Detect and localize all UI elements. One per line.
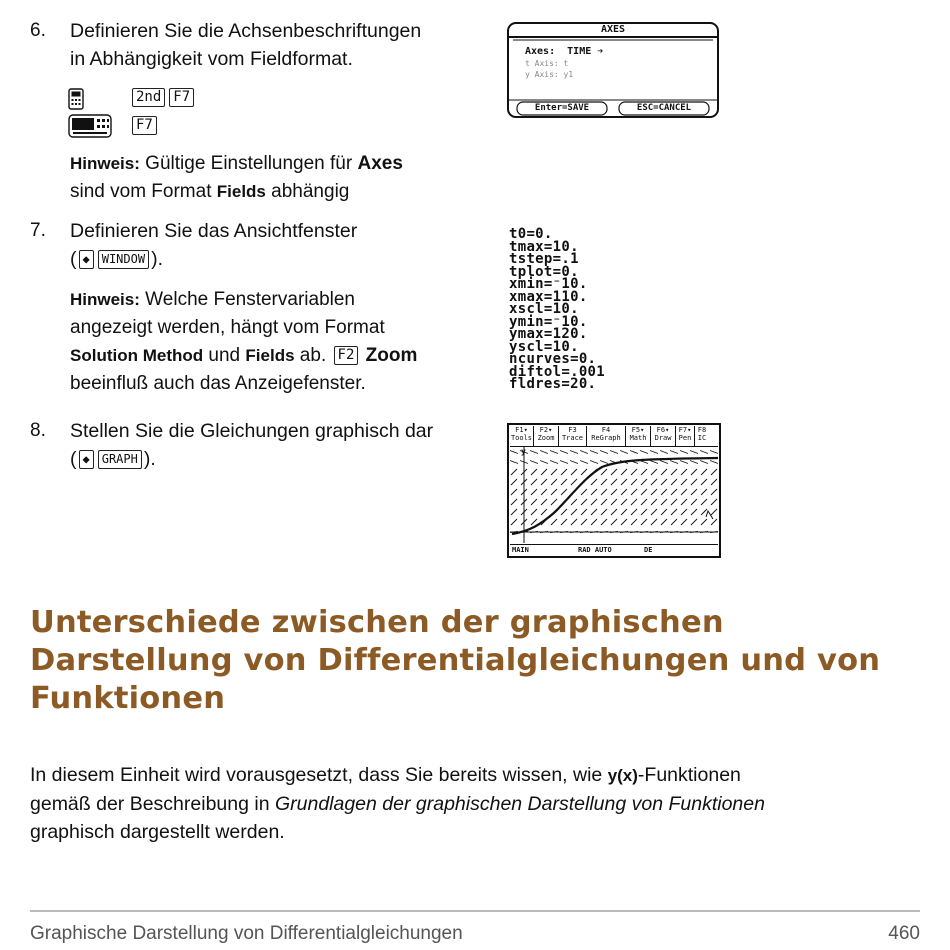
- heading-line: Unterschiede zwischen der graphischen: [30, 605, 724, 640]
- window-var: xmax=110.: [509, 288, 588, 305]
- slope-segment: [551, 469, 557, 475]
- slope-segment: [671, 469, 677, 475]
- slope-segment: [531, 479, 537, 485]
- para-text: In diesem Einheit wird vorausgesetzt, dass Sie bereits wissen, wie: [30, 764, 608, 786]
- step-number: 7.: [30, 220, 46, 241]
- note-text: Welche Fenstervariablen: [139, 289, 355, 310]
- slope-segment: [661, 519, 667, 525]
- voyage200-calculator-icon: [68, 114, 112, 143]
- note-text: ab.: [294, 345, 332, 366]
- slope-segment: [560, 461, 568, 464]
- faded-field: t Axis: t: [525, 59, 569, 68]
- slope-segment: [541, 489, 547, 495]
- slope-segment: [581, 469, 587, 475]
- paren: (: [70, 448, 77, 470]
- slope-segment: [541, 499, 547, 505]
- status-bar: [510, 544, 718, 556]
- para-text: graphisch dargestellt werden.: [30, 821, 285, 843]
- slope-segment: [681, 499, 687, 505]
- slope-segment: [651, 469, 657, 475]
- slope-segment: [700, 461, 708, 464]
- paren: (: [70, 248, 77, 270]
- slope-segment: [681, 509, 687, 515]
- slope-segment: [561, 489, 567, 495]
- slope-segment: [551, 499, 557, 505]
- slope-segment: [621, 469, 627, 475]
- window-var: ymax=120.: [509, 326, 588, 342]
- status-main: MAIN: [512, 546, 529, 554]
- slope-segment: [641, 509, 647, 515]
- slope-segment: [591, 479, 597, 485]
- slope-segment: [710, 451, 718, 454]
- slope-segment: [580, 461, 588, 464]
- slope-segment: [581, 509, 587, 515]
- slope-segment: [511, 469, 517, 475]
- slope-segment: [550, 461, 558, 464]
- intro-paragraph: [30, 761, 930, 846]
- slope-segment: [620, 451, 628, 454]
- toolbar-f5: F5▾ Math: [626, 426, 651, 446]
- slope-segment: [580, 451, 588, 454]
- slope-segment: [661, 499, 667, 505]
- step-6-text: [70, 17, 500, 73]
- heading-line: Darstellung von Differentialgleichungen und von: [30, 643, 881, 678]
- para-text: -Funktionen: [637, 764, 741, 786]
- slope-segment: [561, 479, 567, 485]
- slope-segment: [541, 469, 547, 475]
- window-var: ymin=⁻10.: [509, 313, 588, 330]
- slope-segment: [681, 469, 687, 475]
- slope-segment: [591, 509, 597, 515]
- toolbar-f8: F8 IC: [697, 426, 707, 442]
- slope-segment: [571, 469, 577, 475]
- slope-segment: [611, 489, 617, 495]
- slope-segment: [661, 509, 667, 515]
- slope-segment: [631, 489, 637, 495]
- slope-segment: [571, 479, 577, 485]
- slope-segment: [511, 499, 517, 505]
- note-bold: Solution Method: [70, 346, 204, 365]
- slope-segment: [661, 469, 667, 475]
- slope-segment: [681, 519, 687, 525]
- slope-segment: [621, 479, 627, 485]
- footer-rule: [30, 910, 920, 912]
- slope-segment: [591, 489, 597, 495]
- slope-segment: [540, 461, 548, 464]
- slope-segment: [611, 509, 617, 515]
- toolbar-f3: F3 Trace: [559, 426, 587, 446]
- slope-segment: [600, 451, 608, 454]
- step-number: 6.: [30, 20, 46, 41]
- slope-segment: [601, 509, 607, 515]
- slope-segment: [531, 499, 537, 505]
- slope-segment: [530, 451, 538, 454]
- slope-segment: [701, 469, 707, 475]
- step-text-line: Stellen Sie die Gleichungen graphisch dar: [70, 420, 434, 442]
- slope-segment: [690, 451, 698, 454]
- toolbar-f1: F1▾ Tools: [510, 426, 534, 446]
- slope-segment: [671, 479, 677, 485]
- note-text: angezeigt werden, hängt vom Format: [70, 317, 385, 338]
- slope-segment: [631, 469, 637, 475]
- slope-segment: [631, 509, 637, 515]
- ti89-calculator-icon: [68, 88, 84, 115]
- slope-segment: [531, 469, 537, 475]
- slope-segment: [711, 519, 717, 525]
- slope-segment: [640, 451, 648, 454]
- para-italic-link: Grundlagen der graphischen Darstellung von Funktionen: [274, 793, 765, 815]
- y-axis-label: y: [521, 447, 526, 456]
- note-text: abhängig: [265, 181, 350, 202]
- slope-segment: [670, 461, 678, 464]
- key-f2: F2: [334, 346, 359, 365]
- note-text: beeinfluß auch das Anzeigefenster.: [70, 373, 366, 394]
- step-text-line: in Abhängigkeit vom Fieldformat.: [70, 48, 353, 70]
- slope-segment: [691, 509, 697, 515]
- toolbar-f7: F7▾ Pen: [676, 426, 695, 446]
- slope-segment: [631, 519, 637, 525]
- heading-line: Funktionen: [30, 681, 226, 716]
- slope-segment: [711, 499, 717, 505]
- slope-segment: [650, 461, 658, 464]
- enter-save-button: Enter=SAVE: [534, 103, 590, 113]
- note-label: Hinweis:: [70, 154, 140, 173]
- slope-segment: [711, 469, 717, 475]
- slope-segment: [601, 499, 607, 505]
- note-bold: Zoom: [360, 345, 418, 366]
- slope-segment: [631, 479, 637, 485]
- slope-segment: [690, 461, 698, 464]
- step-text-line: Definieren Sie das Ansichtfenster: [70, 220, 358, 242]
- window-var: diftol=.001: [509, 363, 606, 380]
- slope-segment: [611, 479, 617, 485]
- slope-segment: [530, 461, 538, 464]
- slope-segment: [591, 519, 597, 525]
- window-var: ncurves=0.: [509, 351, 597, 367]
- slope-segment: [561, 519, 567, 525]
- step-7-note: [70, 286, 500, 398]
- slope-segment: [701, 499, 707, 505]
- slope-segment: [661, 479, 667, 485]
- key-sequence-voyage: [130, 116, 159, 136]
- slope-segment: [540, 451, 548, 454]
- step-8-text: [70, 417, 500, 473]
- toolbar-f6: F6▾ Draw: [651, 426, 676, 446]
- slope-segment: [630, 451, 638, 454]
- slope-segment: [631, 499, 637, 505]
- slope-segment: [611, 499, 617, 505]
- key-sequence-ti89: [130, 88, 196, 108]
- slope-segment: [701, 509, 707, 515]
- slope-segment: [671, 499, 677, 505]
- status-de: DE: [644, 546, 653, 554]
- slope-segment: [621, 499, 627, 505]
- slope-field-plot: [510, 447, 718, 543]
- slope-segment: [660, 461, 668, 464]
- note-text: sind vom Format: [70, 181, 217, 202]
- slope-segment: [701, 479, 707, 485]
- slope-segment: [641, 469, 647, 475]
- paren: ).: [143, 448, 156, 470]
- slope-segment: [611, 469, 617, 475]
- slope-segment: [641, 519, 647, 525]
- para-text: gemäß der Beschreibung in: [30, 793, 275, 815]
- slope-segment: [511, 509, 517, 515]
- window-var: fldres=20.: [509, 376, 597, 392]
- slope-segment: [511, 519, 517, 525]
- graph-screen-screenshot: [507, 423, 721, 558]
- window-variables-list: [509, 228, 605, 391]
- slope-segment: [691, 519, 697, 525]
- slope-segment: [541, 509, 547, 515]
- note-bold: Fields: [216, 182, 266, 201]
- footer-title: Graphische Darstellung von Differentialgleichungen: [30, 923, 463, 944]
- para-bold: y(x): [607, 766, 638, 785]
- slope-segment: [700, 451, 708, 454]
- slope-segment: [590, 451, 598, 454]
- axes-label: Axes:: [525, 46, 556, 57]
- axes-value: TIME ➔: [567, 46, 604, 57]
- slope-segment: [581, 489, 587, 495]
- slope-segment: [651, 519, 657, 525]
- window-var: tstep=.1: [509, 251, 579, 267]
- toolbar-f4: F4 ReGraph: [587, 426, 626, 446]
- diamond-key: ◆: [79, 250, 94, 269]
- slope-segment: [561, 509, 567, 515]
- slope-segment: [621, 489, 627, 495]
- note-bold: Fields: [245, 346, 295, 365]
- slope-segment: [680, 461, 688, 464]
- slope-segment: [681, 489, 687, 495]
- slope-segment: [680, 451, 688, 454]
- window-var: tmax=10.: [509, 238, 579, 255]
- slope-segment: [511, 489, 517, 495]
- key-f7: F7: [132, 116, 157, 135]
- paren: ).: [151, 248, 164, 270]
- slope-segment: [691, 499, 697, 505]
- slope-segment: [651, 499, 657, 505]
- slope-segment: [621, 519, 627, 525]
- slope-segment: [701, 489, 707, 495]
- faded-field: y Axis: y1: [525, 70, 574, 79]
- slope-segment: [511, 479, 517, 485]
- slope-segment: [551, 479, 557, 485]
- slope-segment: [581, 519, 587, 525]
- slope-segment: [650, 451, 658, 454]
- slope-segment: [601, 479, 607, 485]
- slope-segment: [701, 519, 707, 525]
- window-var: xscl=10.: [509, 301, 579, 317]
- slope-segment: [641, 499, 647, 505]
- axes-dialog-screenshot: [507, 22, 719, 118]
- slope-segment: [710, 461, 718, 464]
- slope-segment: [541, 479, 547, 485]
- slope-segment: [601, 519, 607, 525]
- slope-segment: [551, 489, 557, 495]
- slope-segment: [681, 479, 687, 485]
- axes-field-row: [525, 46, 603, 57]
- note-label: Hinweis:: [70, 290, 140, 309]
- slope-segment: [691, 469, 697, 475]
- toolbar-f2: F2▾ Zoom: [534, 426, 559, 446]
- step-7-text: [70, 217, 500, 273]
- step-6-note: [70, 150, 500, 206]
- calc-toolbar: [510, 426, 718, 447]
- diamond-key: ◆: [79, 450, 94, 469]
- section-heading: [30, 604, 930, 718]
- slope-segment: [510, 461, 518, 464]
- slope-segment: [561, 469, 567, 475]
- slope-segment: [671, 509, 677, 515]
- slope-segment: [610, 451, 618, 454]
- slope-segment: [651, 479, 657, 485]
- slope-segment: [571, 519, 577, 525]
- slope-segment: [531, 489, 537, 495]
- slope-segment: [641, 489, 647, 495]
- window-var: xmin=⁻10.: [509, 276, 588, 292]
- slope-segment: [551, 519, 557, 525]
- slope-segment: [600, 461, 608, 464]
- slope-segment: [570, 451, 578, 454]
- window-key: WINDOW: [98, 250, 149, 269]
- slope-segment: [571, 499, 577, 505]
- slope-segment: [581, 499, 587, 505]
- slope-segment: [611, 519, 617, 525]
- slope-segment: [510, 451, 518, 454]
- slope-segment: [711, 489, 717, 495]
- slope-segment: [591, 499, 597, 505]
- note-bold: Axes: [357, 153, 403, 174]
- step-number: 8.: [30, 420, 46, 441]
- page-number: 460: [888, 923, 920, 944]
- slope-segment: [671, 519, 677, 525]
- slope-segment: [651, 489, 657, 495]
- note-text: Gültige Einstellungen für: [139, 153, 358, 174]
- graph-key: GRAPH: [98, 450, 142, 469]
- slope-segment: [601, 469, 607, 475]
- slope-segment: [531, 519, 537, 525]
- status-mode: RAD AUTO: [578, 546, 612, 554]
- slope-segment: [550, 451, 558, 454]
- slope-segment: [691, 479, 697, 485]
- slope-segment: [670, 451, 678, 454]
- window-var: yscl=10.: [509, 338, 579, 355]
- slope-segment: [641, 479, 647, 485]
- slope-segment: [590, 461, 598, 464]
- window-var: t0=0.: [509, 226, 553, 242]
- window-var: tplot=0.: [509, 263, 579, 280]
- slope-segment: [661, 489, 667, 495]
- note-text: und: [203, 345, 246, 366]
- esc-cancel-button: ESC=CANCEL: [636, 103, 692, 113]
- slope-segment: [651, 509, 657, 515]
- slope-segment: [571, 509, 577, 515]
- slope-segment: [621, 509, 627, 515]
- slope-segment: [711, 479, 717, 485]
- slope-segment: [671, 489, 677, 495]
- slope-segment: [691, 489, 697, 495]
- step-text-line: Definieren Sie die Achsenbeschriftungen: [70, 20, 422, 42]
- slope-segment: [601, 489, 607, 495]
- slope-segment: [531, 509, 537, 515]
- key-2nd: 2nd: [132, 88, 165, 107]
- slope-segment: [560, 451, 568, 454]
- slope-segment: [711, 509, 717, 515]
- slope-segment: [660, 451, 668, 454]
- key-f7: F7: [169, 88, 194, 107]
- slope-segment: [570, 461, 578, 464]
- axes-dialog-title: AXES: [600, 24, 626, 35]
